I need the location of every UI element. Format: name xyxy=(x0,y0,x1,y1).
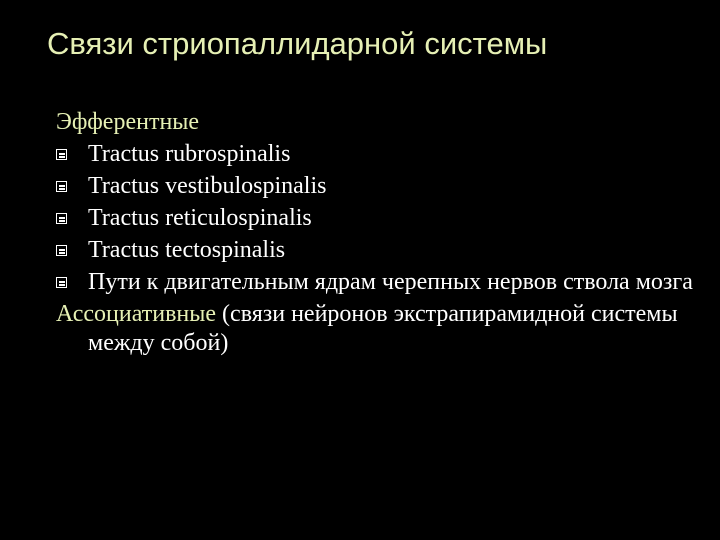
list-item xyxy=(56,204,706,233)
boxed-bullet-icon xyxy=(56,245,67,256)
efferent-heading: Эфферентные xyxy=(56,109,200,135)
boxed-bullet-icon xyxy=(56,149,67,160)
associative-paragraph xyxy=(56,300,706,358)
efferent-list xyxy=(56,140,706,297)
slide-title: Связи стриопаллидарной системы xyxy=(47,26,548,61)
list-item xyxy=(56,236,706,265)
list-item xyxy=(56,172,706,201)
associative-description: (связи нейронов экстрапирамидной системы между собой) xyxy=(88,301,678,356)
list-item-text: Tractus rubrospinalis xyxy=(88,141,291,167)
list-item xyxy=(56,268,706,297)
boxed-bullet-icon xyxy=(56,213,67,224)
list-item-text: Tractus vestibulospinalis xyxy=(88,173,327,199)
boxed-bullet-icon xyxy=(56,277,67,288)
list-item xyxy=(56,140,706,169)
list-item-text: Tractus reticulospinalis xyxy=(88,205,312,231)
list-item-text: Tractus tectospinalis xyxy=(88,237,286,263)
list-item-text: Пути к двигательным ядрам черепных нервов ствола мозга xyxy=(88,269,693,295)
boxed-bullet-icon xyxy=(56,181,67,192)
slide-body xyxy=(56,108,706,358)
associative-heading: Ассоциативные xyxy=(56,301,217,327)
